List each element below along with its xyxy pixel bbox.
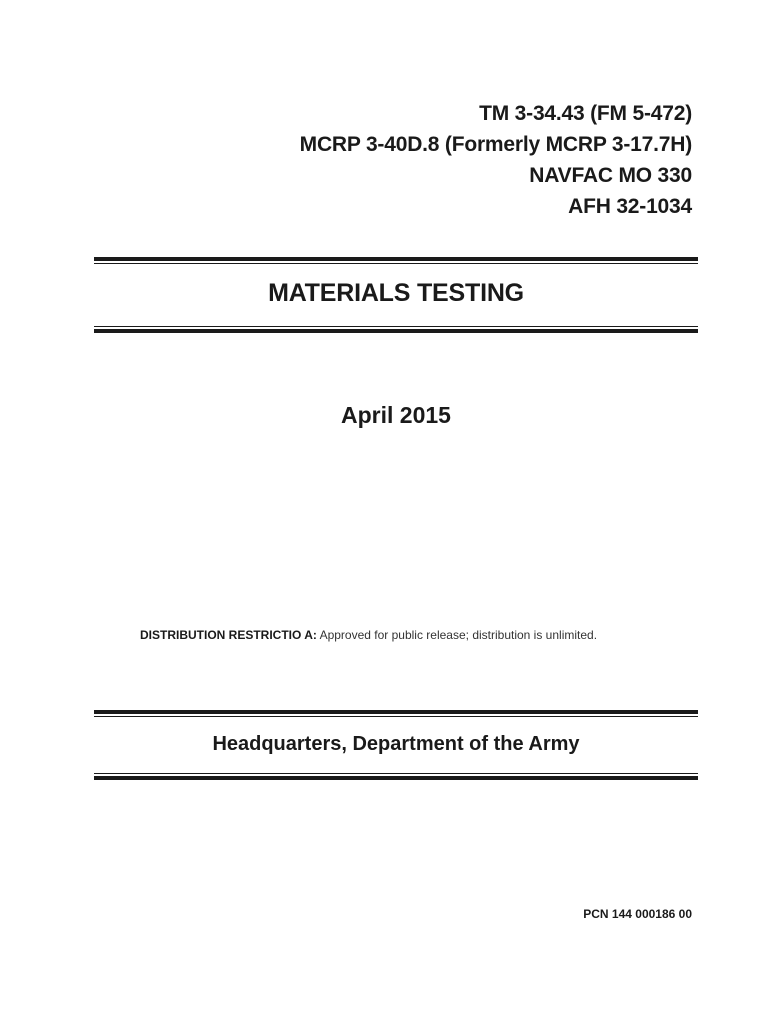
hq-top-rule (94, 710, 698, 717)
distribution-text: Approved for public release; distribution is unlimited. (319, 628, 598, 642)
distribution-statement (140, 628, 597, 642)
distribution-label: DISTRIBUTION RESTRICTIO A: (140, 628, 317, 642)
designation-navfac: NAVFAC MO 330 (529, 164, 692, 187)
designation-mcrp: MCRP 3-40D.8 (Formerly MCRP 3-17.7H) (299, 133, 692, 156)
headquarters: Headquarters, Department of the Army (212, 733, 580, 755)
hq-bottom-rule (94, 773, 698, 780)
publication-designations (300, 98, 692, 222)
designation-afh: AFH 32-1034 (568, 195, 692, 218)
title-top-rule (94, 257, 698, 264)
pcn-number: PCN 144 000186 00 (583, 907, 692, 921)
publication-date: April 2015 (341, 402, 451, 428)
document-title: MATERIALS TESTING (268, 279, 524, 307)
title-bottom-rule (94, 326, 698, 333)
designation-tm: TM 3-34.43 (FM 5-472) (479, 102, 692, 125)
